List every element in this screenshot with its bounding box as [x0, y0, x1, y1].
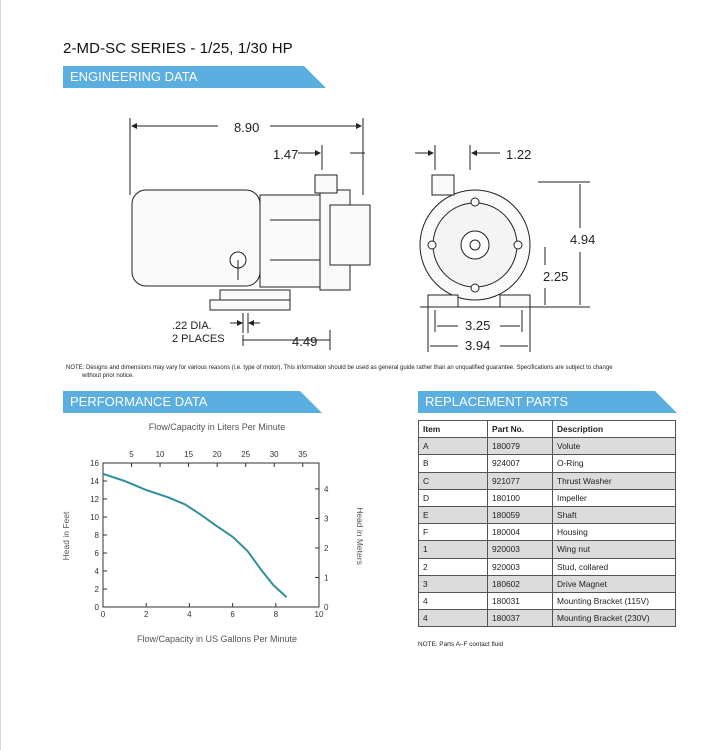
dim-hole-places: 2 PLACES	[172, 333, 225, 345]
chart-x-label: Flow/Capacity in US Gallons Per Minute	[136, 634, 298, 644]
cell-item: F	[419, 524, 488, 541]
cell-description: Mounting Bracket (230V)	[553, 610, 676, 627]
cell-part-no: 180059	[488, 506, 553, 523]
top-tick-label: 30	[269, 450, 279, 459]
cell-item: 4	[419, 592, 488, 609]
cell-description: Drive Magnet	[553, 575, 676, 592]
table-row	[419, 541, 676, 558]
top-tick-label: 5	[129, 450, 134, 459]
dim-side-offset: 1.22	[506, 147, 532, 162]
dim-height: 4.94	[570, 232, 596, 247]
cell-part-no: 920003	[488, 541, 553, 558]
cell-part-no: 921077	[488, 472, 553, 489]
right-tick-label: 0	[324, 603, 329, 612]
replacement-parts-banner	[418, 391, 677, 413]
cell-part-no: 180037	[488, 610, 553, 627]
cell-part-no: 920003	[488, 558, 553, 575]
table-row	[419, 472, 676, 489]
dim-hole-dia: .22 DIA.	[172, 320, 212, 332]
top-tick-label: 35	[298, 450, 308, 459]
table-row	[419, 524, 676, 541]
performance-chart	[55, 418, 365, 653]
top-tick-label: 15	[184, 450, 194, 459]
performance-data-heading: PERFORMANCE DATA	[70, 394, 208, 409]
table-row	[419, 455, 676, 472]
cell-description: Wing nut	[553, 541, 676, 558]
performance-curve	[103, 474, 287, 597]
table-row	[419, 438, 676, 455]
performance-data-banner	[63, 391, 322, 413]
engineering-note-line1: NOTE: Designs and dimensions may vary for various reasons (i.e. type of motor). This information should be used as general guide rather than an unqualified guarantee. Specifications are subject to change	[66, 365, 613, 371]
series-title: 2-MD-SC SERIES - 1/25, 1/30 HP	[63, 40, 293, 57]
header-item: Item	[419, 421, 488, 438]
table-row	[419, 489, 676, 506]
y-tick-label: 6	[94, 549, 99, 558]
y-tick-label: 10	[90, 513, 99, 522]
dim-inlet-offset: 1.47	[273, 147, 299, 162]
dim-mount-length: 4.49	[292, 334, 318, 349]
cell-part-no: 180602	[488, 575, 553, 592]
replacement-parts-heading: REPLACEMENT PARTS	[425, 394, 569, 409]
cell-item: D	[419, 489, 488, 506]
y-tick-label: 4	[94, 567, 99, 576]
cell-part-no: 180079	[488, 438, 553, 455]
page-edge	[0, 0, 1, 750]
cell-part-no: 924007	[488, 455, 553, 472]
table-row	[419, 506, 676, 523]
dim-base-inner: 3.25	[465, 318, 491, 333]
dim-shaft-height: 2.25	[543, 269, 569, 284]
x-tick-label: 10	[314, 610, 324, 619]
y-tick-label: 2	[94, 585, 99, 594]
x-tick-label: 8	[273, 610, 279, 619]
right-tick-label: 2	[324, 543, 329, 553]
x-tick-label: 6	[230, 610, 235, 619]
cell-description: Volute	[553, 438, 676, 455]
cell-item: 4	[419, 610, 488, 627]
engineering-drawing	[60, 110, 620, 360]
cell-description: Housing	[553, 524, 676, 541]
cell-item: B	[419, 455, 488, 472]
table-row	[419, 592, 676, 609]
chart-y-label: Head in Feet	[61, 511, 71, 561]
table-row	[419, 610, 676, 627]
cell-description: Stud, collared	[553, 558, 676, 575]
y-tick-label: 14	[90, 477, 99, 486]
y-tick-label: 16	[90, 459, 99, 468]
engineering-note-line2: without prior notice.	[82, 373, 135, 379]
y-tick-label: 8	[94, 531, 99, 540]
table-row	[419, 558, 676, 575]
x-tick-label: 0	[100, 610, 106, 619]
dim-base-outer: 3.94	[465, 338, 491, 353]
cell-description: Shaft	[553, 506, 676, 523]
cell-item: E	[419, 506, 488, 523]
cell-item: 1	[419, 541, 488, 558]
cell-part-no: 180004	[488, 524, 553, 541]
parts-header-row	[419, 421, 676, 438]
cell-description: O-Ring	[553, 455, 676, 472]
right-tick-label: 4	[324, 484, 329, 494]
cell-description: Impeller	[553, 489, 676, 506]
cell-part-no: 180100	[488, 489, 553, 506]
cell-item: 3	[419, 575, 488, 592]
top-tick-label: 20	[212, 450, 222, 459]
table-row	[419, 575, 676, 592]
right-tick-label: 3	[324, 514, 329, 524]
y-tick-label: 12	[90, 495, 99, 504]
chart-y-right-label: Head in Meters	[355, 507, 365, 565]
cell-part-no: 180031	[488, 592, 553, 609]
header-description: Description	[553, 421, 676, 438]
right-tick-label: 1	[324, 573, 329, 583]
x-tick-label: 2	[143, 610, 149, 619]
engineering-data-heading: ENGINEERING DATA	[70, 69, 198, 84]
cell-description: Thrust Washer	[553, 472, 676, 489]
y-tick-label: 0	[94, 603, 99, 612]
top-tick-label: 25	[241, 450, 251, 459]
parts-table	[418, 420, 676, 627]
engineering-data-banner	[63, 66, 326, 88]
x-tick-label: 4	[187, 610, 192, 619]
cell-item: C	[419, 472, 488, 489]
parts-note: NOTE: Parts A–F contact fluid	[418, 641, 504, 648]
dim-overall-length: 8.90	[234, 120, 260, 135]
header-part-no: Part No.	[488, 421, 553, 438]
engineering-note	[66, 364, 613, 380]
chart-title: Flow/Capacity in Liters Per Minute	[148, 422, 286, 432]
cell-item: A	[419, 438, 488, 455]
top-tick-label: 10	[155, 450, 165, 459]
cell-item: 2	[419, 558, 488, 575]
cell-description: Mounting Bracket (115V)	[553, 592, 676, 609]
